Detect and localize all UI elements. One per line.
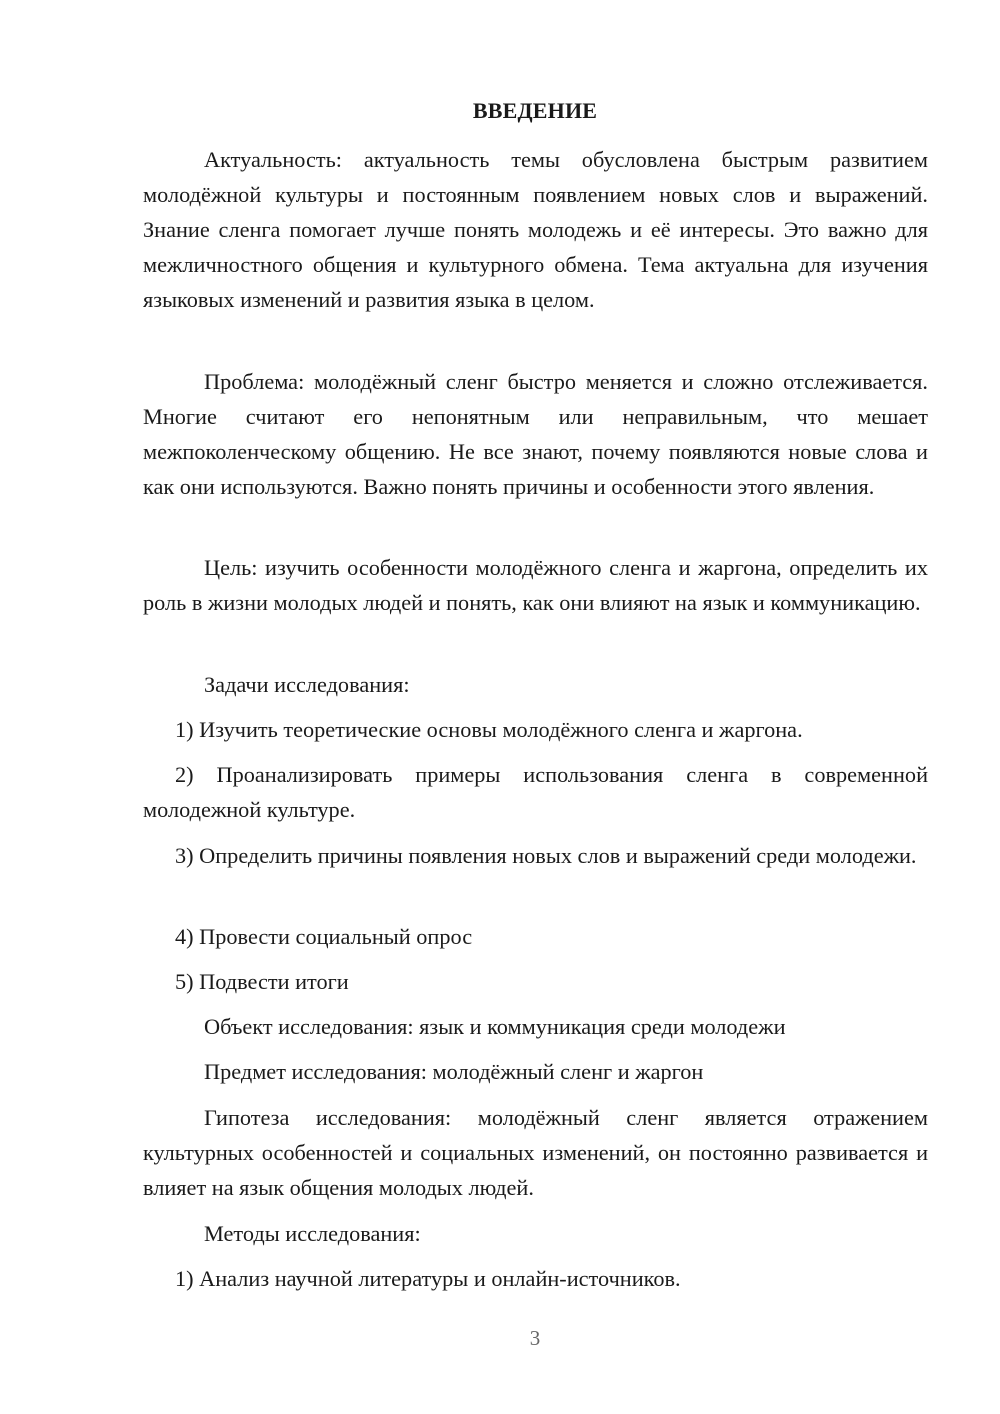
hypothesis-paragraph bbox=[143, 1100, 928, 1205]
task-item-block bbox=[143, 757, 928, 827]
problem-text: Проблема: молодёжный сленг быстро меняется и сложно отслеживается. Многие считают его непонятным или неправильным, что мешает межпоколенческому общению. Не все знают, почему появляются новые слова и как они используются. Важно понять причины и особенности этого явления. bbox=[143, 369, 928, 499]
goal-paragraph bbox=[143, 550, 928, 620]
task-item: 2) Проанализировать примеры использования сленга в современной молодежной культуре. bbox=[143, 762, 928, 822]
research-object: Объект исследования: язык и коммуникация среди молодежи bbox=[204, 1014, 786, 1039]
relevance-paragraph bbox=[143, 142, 928, 317]
task-item: 4) Провести социальный опрос bbox=[175, 924, 473, 949]
task-item: 3) Определить причины появления новых слов и выражений среди молодежи. bbox=[175, 843, 917, 868]
research-subject: Предмет исследования: молодёжный сленг и жаргон bbox=[204, 1059, 704, 1084]
methods-heading: Методы исследования: bbox=[204, 1221, 421, 1246]
page-title bbox=[0, 96, 1000, 126]
page-number: 3 bbox=[529, 1326, 541, 1350]
problem-paragraph bbox=[143, 364, 928, 504]
task-item: 5) Подвести итоги bbox=[175, 969, 349, 994]
goal-text: Цель: изучить особенности молодёжного сленга и жаргона, определить их роль в жизни молодых людей и понять, как они влияют на язык и коммуникацию. bbox=[143, 555, 928, 615]
task-item-block bbox=[143, 838, 928, 873]
relevance-text: Актуальность: актуальность темы обусловлена быстрым развитием молодёжной культуры и постоянным появлением новых слов и выражений. Знание сленга помогает лучше понять молодежь и её интересы. Это важно для межличностного общения и культурного обмена. Тема актуальна для изучения языковых изменений и развития языка в целом. bbox=[143, 147, 928, 312]
method-item: 1) Анализ научной литературы и онлайн-источников. bbox=[175, 1266, 681, 1291]
task-item: 1) Изучить теоретические основы молодёжного сленга и жаргона. bbox=[175, 717, 803, 742]
hypothesis-text: Гипотеза исследования: молодёжный сленг является отражением культурных особенностей и социальных изменений, он постоянно развивается и влияет на язык общения молодых людей. bbox=[143, 1105, 928, 1200]
tasks-heading: Задачи исследования: bbox=[204, 672, 410, 697]
page-title-text: ВВЕДЕНИЕ bbox=[472, 98, 598, 123]
